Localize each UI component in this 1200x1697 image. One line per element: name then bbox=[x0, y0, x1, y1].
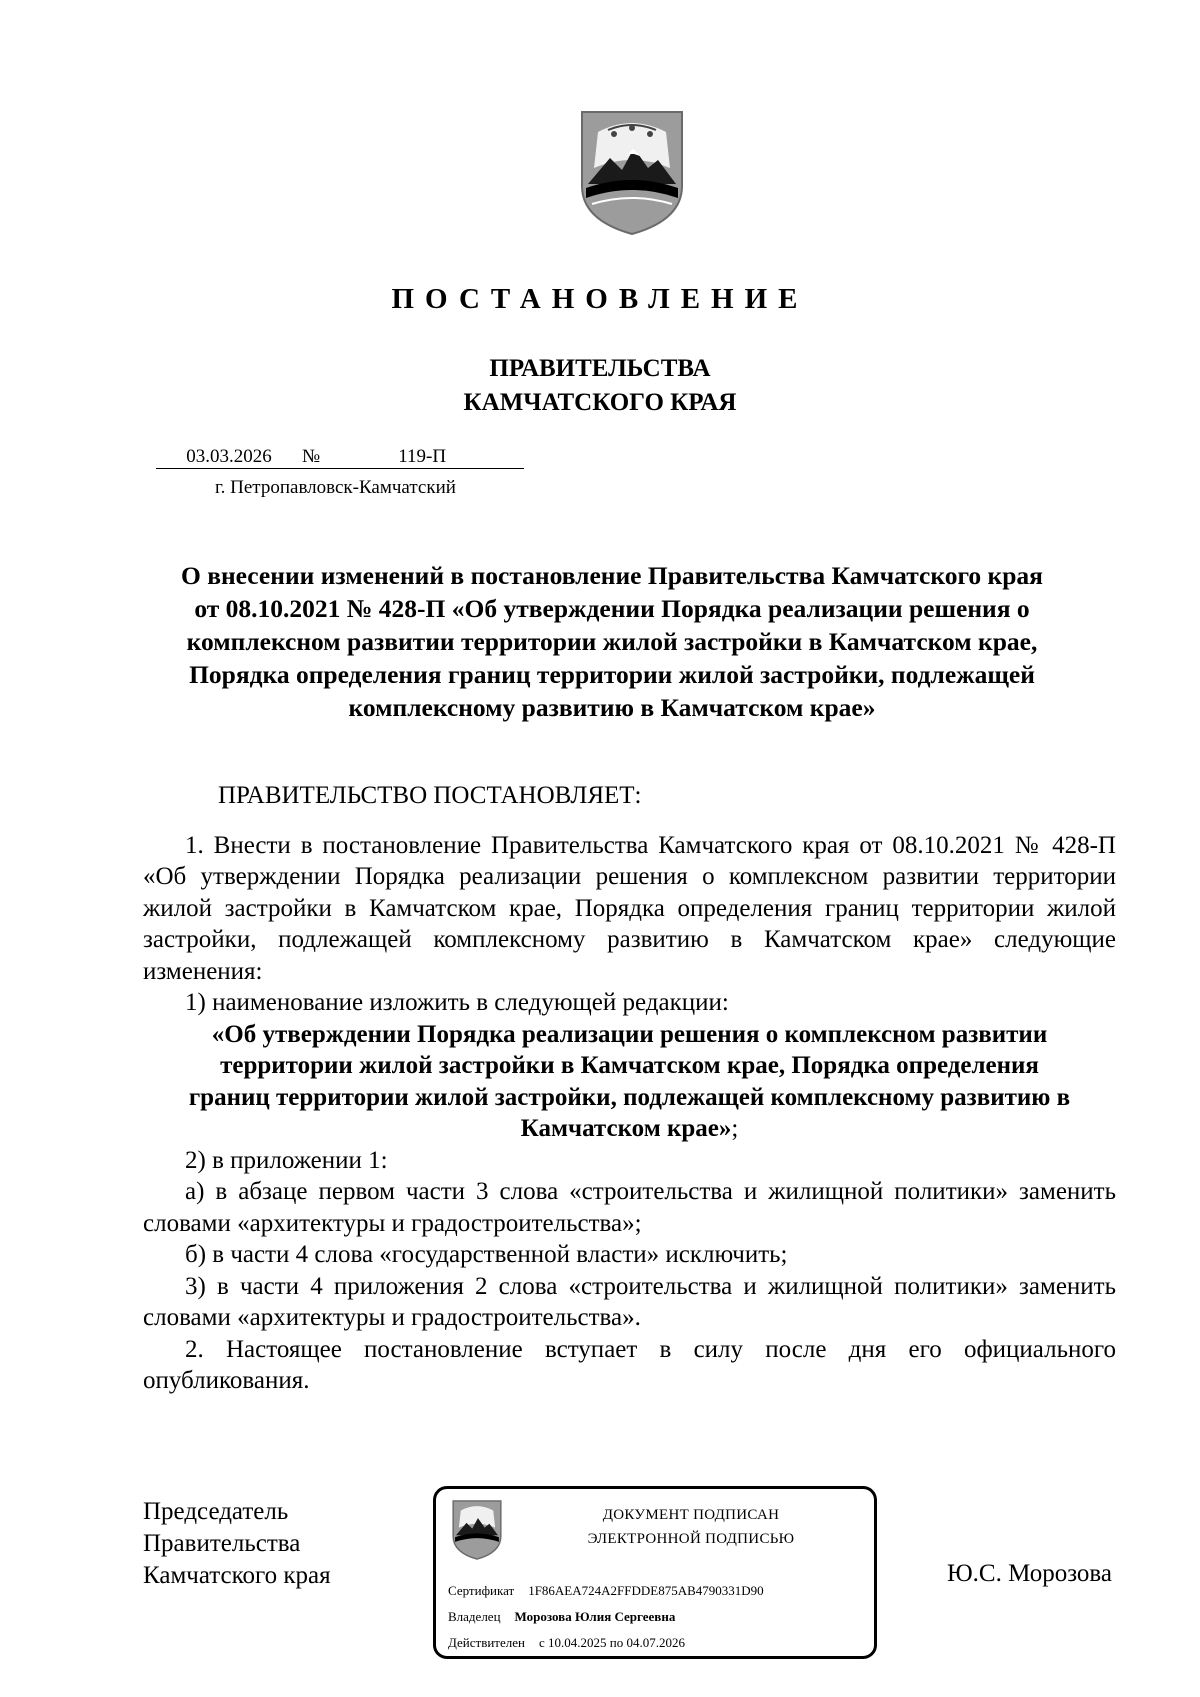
new-title-quote bbox=[143, 1019, 1116, 1145]
paragraph-1-3: 3) в части 4 приложения 2 слова «строительства и жилищной политики» заменить словами «архитектуры и градостроительства». bbox=[143, 1272, 1116, 1331]
owner-row bbox=[448, 1609, 675, 1625]
title-line: Порядка определения границ территории жилой застройки, подлежащей bbox=[189, 660, 1035, 689]
paragraph-1-2-b: б) в части 4 слова «государственной власти» исключить; bbox=[185, 1241, 788, 1268]
authority-line: ПРАВИТЕЛЬСТВА bbox=[489, 355, 711, 382]
certificate-label: Сертификат bbox=[448, 1583, 515, 1598]
title-line: от 08.10.2021 № 428-П «Об утверждении Порядка реализации решения о bbox=[194, 594, 1030, 623]
stamp-title-line: ДОКУМЕНТ ПОДПИСАН bbox=[602, 1507, 780, 1523]
document-date: 03.03.2026 bbox=[156, 446, 302, 469]
electronic-signature-stamp bbox=[433, 1486, 877, 1659]
position-line: Правительства bbox=[143, 1530, 301, 1557]
signer-name: Ю.С. Морозова bbox=[946, 1560, 1112, 1587]
title-line: комплексному развитию в Камчатском крае» bbox=[348, 693, 876, 722]
owner-value: Морозова Юлия Сергеевна bbox=[514, 1609, 676, 1624]
document-number: 119-П bbox=[320, 446, 524, 469]
paragraph-1-2: 2) в приложении 1: bbox=[185, 1146, 388, 1174]
kamchatka-crest-icon bbox=[578, 108, 686, 238]
date-number-line bbox=[156, 446, 524, 469]
title-line: О внесении изменений в постановление Правительства Камчатского края bbox=[181, 561, 1043, 590]
validity-label: Действителен bbox=[448, 1635, 525, 1650]
quote-line-text: Камчатском крае» bbox=[520, 1115, 732, 1142]
paragraph-1: 1. Внести в постановление Правительства Камчатского края от 08.10.2021 № 428-П «Об утверждении Порядка реализации решения о комплексном развитии территории жилой застройки в Камчатском крае, Порядка определения границ территории жилой застройки, подлежащей комплексному развитию в Камчатском крае» следующие изменения: bbox=[143, 831, 1116, 985]
certificate-value: 1F86AEA724A2FFDDE875AB4790331D90 bbox=[528, 1583, 764, 1598]
position-line: Председатель bbox=[143, 1498, 289, 1525]
kamchatka-crest-icon bbox=[450, 1499, 504, 1561]
owner-label: Владелец bbox=[448, 1609, 501, 1624]
certificate-row bbox=[448, 1583, 764, 1599]
city: г. Петропавловск-Камчатский bbox=[215, 477, 456, 498]
stamp-title-line: ЭЛЕКТРОННОЙ ПОДПИСЬЮ bbox=[587, 1531, 795, 1547]
decree-statement: ПРАВИТЕЛЬСТВО ПОСТАНОВЛЯЕТ: bbox=[218, 782, 642, 809]
quote-line: «Об утверждении Порядка реализации решения о комплексном развитии bbox=[211, 1020, 1048, 1048]
document-type: ПОСТАНОВЛЕНИЕ bbox=[391, 283, 809, 315]
stamp-title bbox=[531, 1503, 851, 1551]
paragraph-1-2-a: а) в абзаце первом части 3 слова «строительства и жилищной политики» заменить словами «архитектуры и градостроительства»; bbox=[143, 1178, 1116, 1237]
quote-line: границ территории жилой застройки, подлежащей комплексному развитию в bbox=[188, 1083, 1071, 1111]
title-line: комплексном развитии территории жилой застройки в Камчатском крае, bbox=[186, 627, 1038, 656]
position-line: Камчатского края bbox=[143, 1562, 331, 1589]
document-body bbox=[143, 780, 1116, 1397]
number-sign: № bbox=[302, 446, 321, 467]
paragraph-2: 2. Настоящее постановление вступает в силу после дня его официального опубликования. bbox=[143, 1335, 1116, 1394]
paragraph-1-1: 1) наименование изложить в следующей редакции: bbox=[185, 989, 729, 1016]
signer-position bbox=[143, 1496, 331, 1592]
quote-line bbox=[143, 1113, 1116, 1145]
authority-line: КАМЧАТСКОГО КРАЯ bbox=[463, 389, 737, 416]
issuing-authority bbox=[0, 352, 1200, 420]
validity-row bbox=[448, 1635, 685, 1651]
validity-value: с 10.04.2025 по 04.07.2026 bbox=[538, 1635, 685, 1650]
document-title bbox=[130, 559, 1094, 724]
quote-tail: ; bbox=[731, 1115, 739, 1142]
quote-line: территории жилой застройки в Камчатском крае, Порядка определения bbox=[220, 1052, 1039, 1079]
